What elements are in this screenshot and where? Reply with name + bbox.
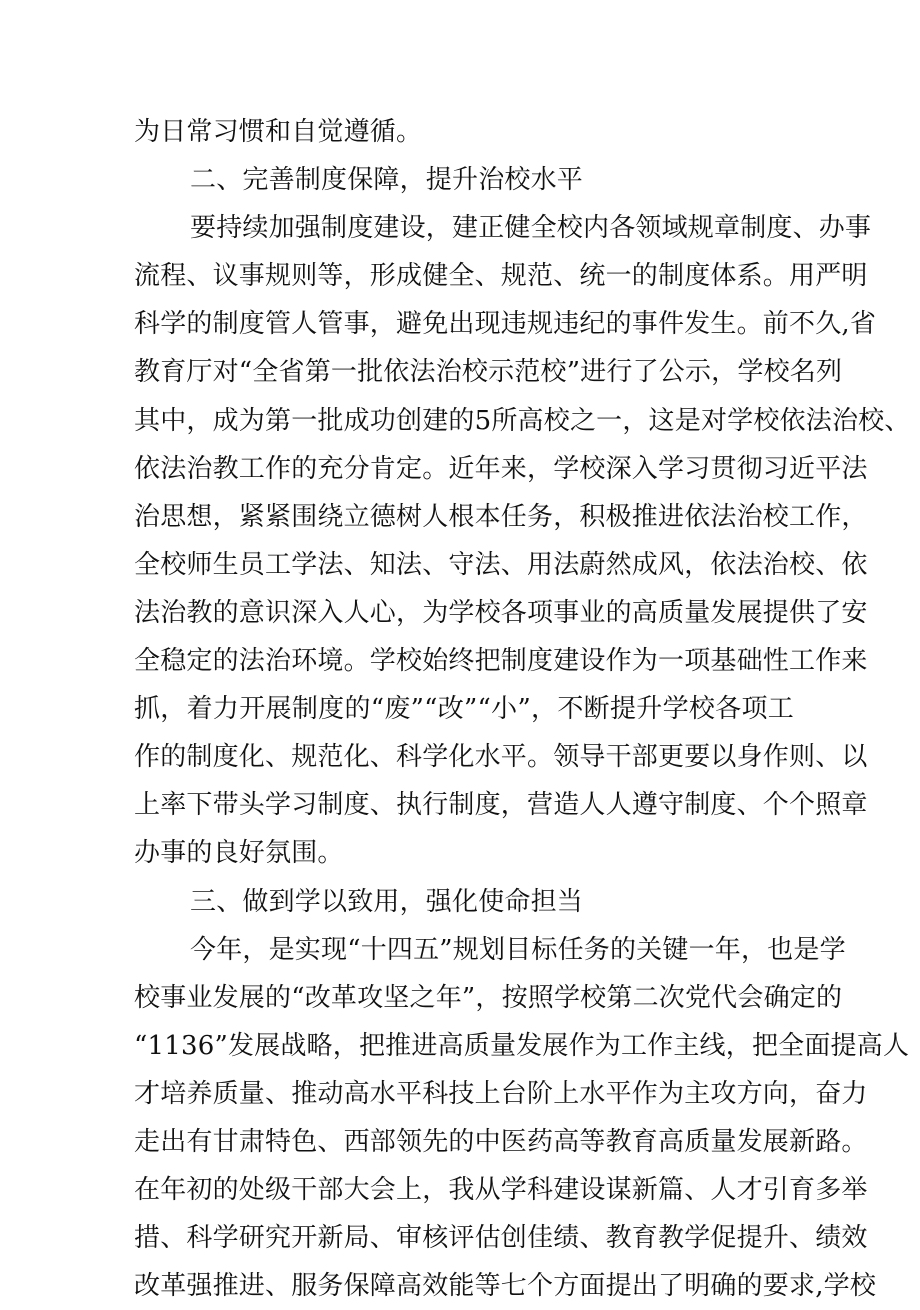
paragraph-line: 要持续加强制度建设，建正健全校内各领域规章制度、办事 <box>190 213 872 244</box>
document-body <box>134 108 911 1310</box>
paragraph-line: “1136”发展战略，把推进高质量发展作为工作主线，把全面提高人 <box>134 1030 910 1061</box>
paragraph-line: 为日常习惯和自觉遵循。 <box>134 117 423 147</box>
paragraph-line: 今年，是实现“十四五”规划目标任务的关键一年，也是学 <box>190 934 846 965</box>
paragraph-line: 校事业发展的“改革攻坚之年”，按照学校第二次党代会确定的 <box>134 982 843 1013</box>
paragraph-line: 全稳定的法治环境。学校始终把制度建设作为一项基础性工作来 <box>134 646 868 677</box>
section-heading: 三、做到学以致用，强化使命担当 <box>190 886 584 917</box>
paragraph-line: 流程、议事规则等，形成健全、规范、统一的制度体系。用严明 <box>134 261 868 292</box>
paragraph-line: 教育厅对“全省第一批依法治校示范校”进行了公示，学校名列 <box>134 357 843 388</box>
paragraph-line: 改革强推进、服务保障高效能等七个方面提出了明确的要求,学校 <box>134 1271 877 1302</box>
paragraph-line: 上率下带头学习制度、执行制度，营造人人遵守制度、个个照章 <box>134 790 868 821</box>
paragraph-line: 走出有甘肃特色、西部领先的中医药高等教育高质量发展新路。 <box>134 1126 868 1157</box>
paragraph-line: 抓，着力开展制度的“废”“改”“小”，不断提升学校各项工 <box>134 694 794 725</box>
paragraph-line: 在年初的处级干部大会上，我从学科建设谋新篇、人才引育多举 <box>134 1175 868 1206</box>
paragraph-line: 依法治教工作的充分肯定。近年来，学校深入学习贯彻习近平法 <box>134 453 868 484</box>
paragraph-line: 其中，成为第一批成功创建的5所高校之一，这是对学校依法治校、 <box>134 405 911 436</box>
paragraph-line: 科学的制度管人管事，避免出现违规违纪的事件发生。前不久,省 <box>134 309 877 340</box>
paragraph-line: 办事的良好氛围。 <box>134 838 344 869</box>
section-heading: 二、完善制度保障，提升治校水平 <box>190 165 584 196</box>
paragraph-line: 才培养质量、推动高水平科技上台阶上水平作为主攻方向，奋力 <box>134 1078 868 1109</box>
paragraph-line: 全校师生员工学法、知法、守法、用法蔚然成风，依法治校、依 <box>134 549 868 580</box>
paragraph-line: 法治教的意识深入人心，为学校各项事业的高质量发展提供了安 <box>134 597 868 628</box>
paragraph-line: 作的制度化、规范化、科学化水平。领导干部更要以身作则、以 <box>134 742 868 773</box>
paragraph-line: 措、科学研究开新局、审核评估创佳绩、教育教学促提升、绩效 <box>134 1223 868 1254</box>
paragraph-line: 治思想，紧紧围绕立德树人根本任务，积极推进依法治校工作， <box>134 501 868 532</box>
